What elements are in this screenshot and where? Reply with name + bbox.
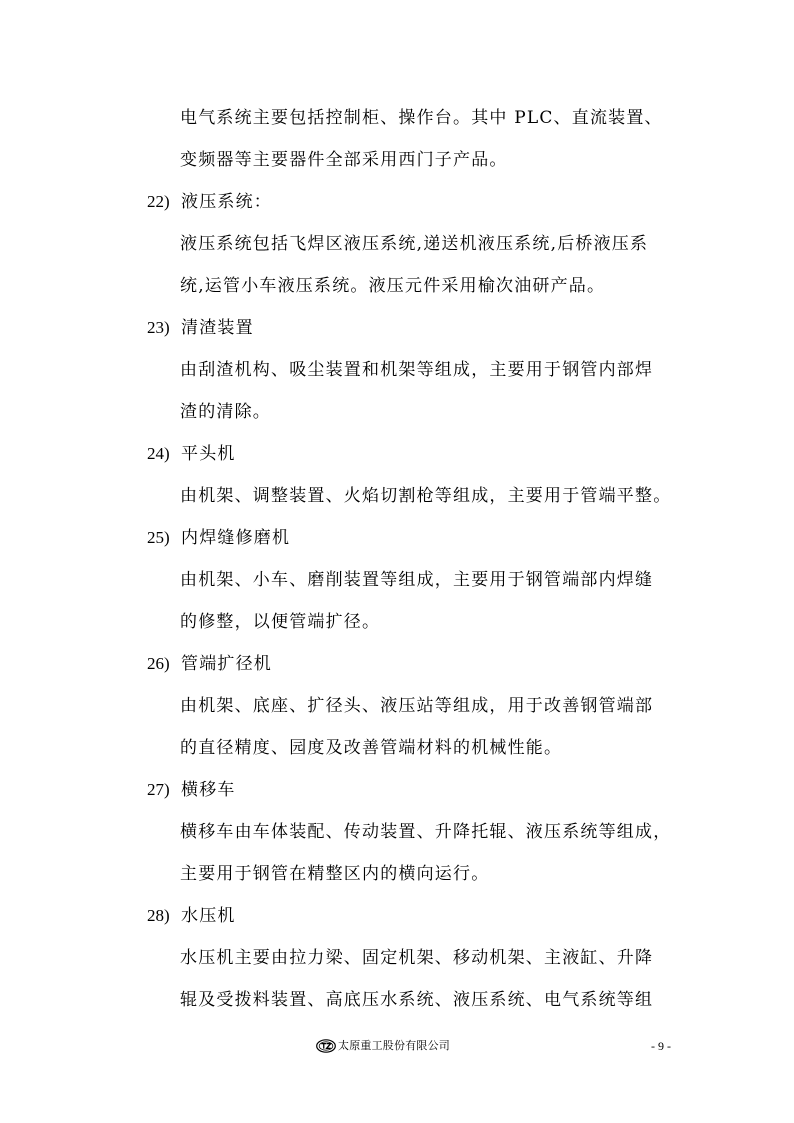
- section-number: 27): [147, 780, 170, 799]
- body-line: 辊及受拨料装置、高底压水系统、液压系统、电气系统等组: [180, 990, 654, 1010]
- section-title: 液压系统：: [181, 192, 272, 212]
- section-heading: [147, 527, 290, 549]
- section-number: 24): [147, 444, 170, 463]
- body-line: 由刮渣机构、吸尘装置和机架等组成，主要用于钢管内部焊: [180, 360, 654, 380]
- body-line: 变频器等主要器件全部采用西门子产品。: [180, 150, 508, 170]
- body-line: 渣的清除。: [180, 402, 271, 422]
- company-name: 太原重工股份有限公司: [338, 1039, 450, 1052]
- body-line: 横移车由车体装配、传动装置、升降托辊、液压系统等组成，: [180, 822, 672, 842]
- section-heading: [147, 653, 272, 675]
- body-line: 液压系统包括飞焊区液压系统,递送机液压系统,后桥液压系: [180, 234, 649, 254]
- body-line: 的直径精度、园度及改善管端材料的机械性能。: [180, 738, 563, 758]
- section-number: 28): [147, 906, 170, 925]
- section-title: 平头机: [181, 444, 236, 464]
- body-line: 由机架、底座、扩径头、液压站等组成，用于改善钢管端部: [180, 696, 654, 716]
- section-heading: [147, 317, 254, 339]
- body-line: 主要用于钢管在精整区内的横向运行。: [180, 864, 490, 884]
- tz-logo-icon: [316, 1039, 336, 1053]
- section-number: 25): [147, 528, 170, 547]
- page-number: - 9 -: [651, 1039, 671, 1053]
- section-number: 23): [147, 318, 170, 337]
- page-footer: [0, 1038, 794, 1058]
- section-heading: [147, 779, 236, 801]
- body-line: 由机架、调整装置、火焰切割枪等组成，主要用于管端平整。: [180, 486, 672, 506]
- section-title: 水压机: [181, 906, 236, 926]
- body-line: 电气系统主要包括控制柜、操作台。其中 PLC、直流装置、: [180, 108, 663, 128]
- body-line: 的修整，以便管端扩径。: [180, 612, 381, 632]
- section-title: 内焊缝修磨机: [181, 528, 291, 548]
- section-number: 26): [147, 654, 170, 673]
- section-heading: [147, 905, 236, 927]
- body-line: 由机架、小车、磨削装置等组成，主要用于钢管端部内焊缝: [180, 570, 654, 590]
- section-heading: [147, 191, 272, 213]
- body-line: 统,运管小车液压系统。液压元件采用榆次油研产品。: [180, 276, 606, 296]
- section-number: 22): [147, 192, 170, 211]
- section-title: 横移车: [181, 780, 236, 800]
- body-line: 水压机主要由拉力梁、固定机架、移动机架、主液缸、升降: [180, 948, 654, 968]
- section-heading: [147, 443, 236, 465]
- section-title: 管端扩径机: [181, 654, 272, 674]
- section-title: 清渣装置: [181, 318, 254, 338]
